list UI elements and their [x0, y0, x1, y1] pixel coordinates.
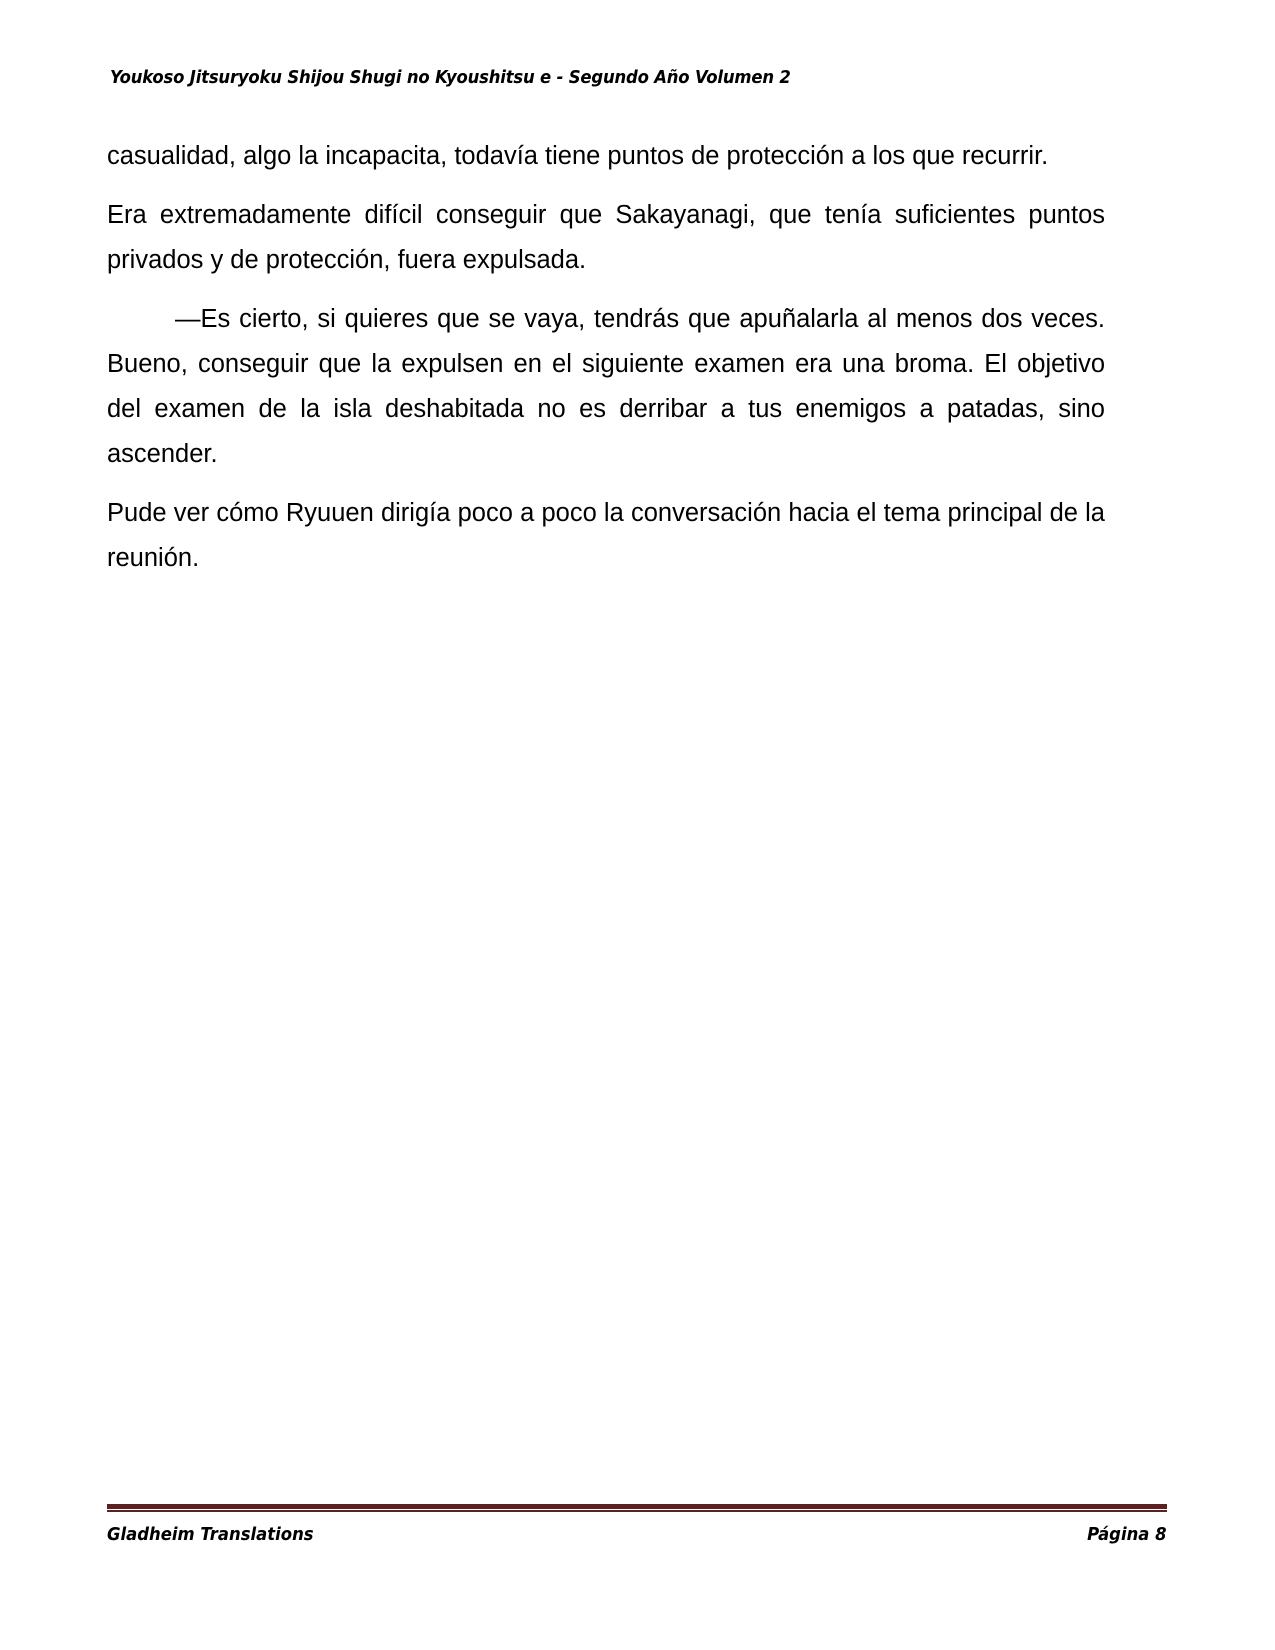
document-body	[107, 134, 1105, 581]
footer-rule-thick	[107, 1504, 1167, 1509]
body-paragraph-2: Era extremadamente difícil conseguir que Sakayanagi, que tenía suficientes puntos privados y de protección, fuera expulsada.	[107, 201, 1105, 274]
page-header	[110, 68, 1165, 88]
footer-rule-thin	[107, 1510, 1167, 1512]
footer-page-number: Página 8	[1087, 1525, 1167, 1545]
header-title: Youkoso Jitsuryoku Shijou Shugi no Kyoushitsu e - Segundo Año Volumen 2	[110, 68, 791, 88]
body-paragraph-1: casualidad, algo la incapacita, todavía tiene puntos de protección a los que recurrir.	[107, 142, 1049, 170]
body-paragraph-3: —Es cierto, si quieres que se vaya, tendrás que apuñalarla al menos dos veces. Bueno, conseguir que la expulsen en el siguiente examen era una broma. El objetivo del examen de la isla deshabitada no es derribar a tus enemigos a patadas, sino ascender.	[107, 305, 1105, 468]
footer-translator-credit: Gladheim Translations	[107, 1525, 314, 1545]
body-paragraph-4: Pude ver cómo Ryuuen dirigía poco a poco la conversación hacia el tema principal de la reunión.	[107, 499, 1105, 572]
page-footer	[107, 1504, 1167, 1545]
footer-divider-rule	[107, 1504, 1167, 1513]
footer-row	[107, 1525, 1167, 1545]
